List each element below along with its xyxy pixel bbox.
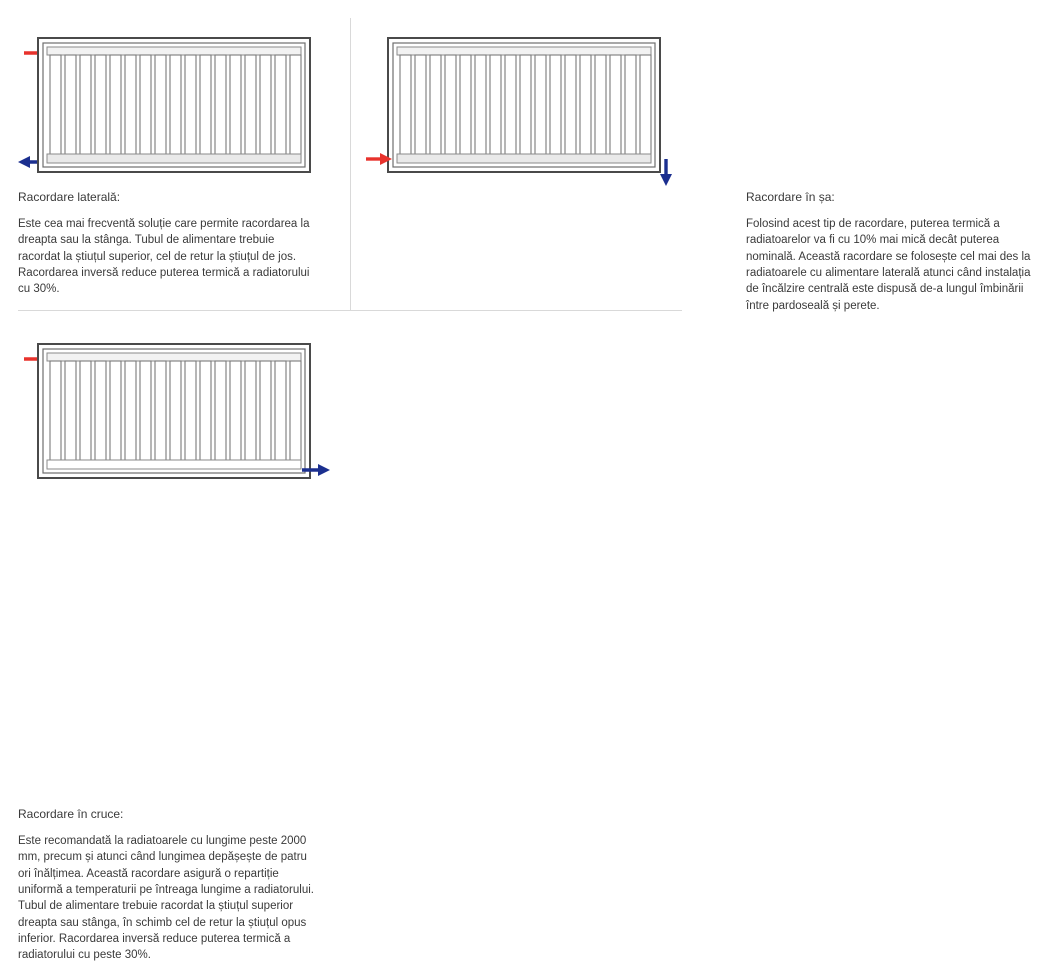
caption-title: Racordare în șa: xyxy=(746,190,835,204)
panel-cross xyxy=(0,310,350,962)
caption-saddle xyxy=(746,189,1042,314)
radiator-panel xyxy=(14,30,334,180)
caption-cross xyxy=(18,806,318,964)
diagram-saddle xyxy=(364,30,684,200)
caption-title: Racordare laterală: xyxy=(18,190,121,204)
diagram-cross xyxy=(14,336,334,501)
panel-lateral xyxy=(0,0,350,310)
caption-body: Este recomandată la radiatoarele cu lungime peste 2000 mm, precum și atunci când lungimea depășește de patru ori înălțimea. Această racordare asigură o repartiție uniformă a temperaturii pe întreaga lungime a radiatorului. Tubul de alimentare trebuie racordat la știuțul superior dreapta sau stânga, în schimb cel de retur la știuțul opus inferior. Racordarea inversă reduce puterea termică a radiatorului cu peste 30%. xyxy=(18,835,314,962)
return-arrow-bottom-right xyxy=(660,159,672,186)
caption-lateral xyxy=(18,189,318,298)
caption-body: Este cea mai frecventă soluție care permite racordarea la dreapta sau la stânga. Tubul de alimentare trebuie racordat la știuțul superior, cel de retur la știuțul de jos. Racordarea inversă reduce puterea termică a radiatorului cu 30%. xyxy=(18,218,310,296)
panel-saddle xyxy=(350,0,1031,312)
caption-title: Racordare în cruce: xyxy=(18,807,124,821)
diagram-lateral xyxy=(14,30,334,185)
caption-body: Folosind acest tip de racordare, puterea termică a radiatoarelor va fi cu 10% mai mică decât puterea nominală. Această racordare se folosește cel mai des la radiatoarele cu alimentare laterală atunci când instalația de încălzire centrală este dispusă de-a lungul îmbinării între pardoseală și perete. xyxy=(746,218,1031,312)
radiator-panel xyxy=(364,30,684,195)
radiator-panel xyxy=(14,336,334,496)
